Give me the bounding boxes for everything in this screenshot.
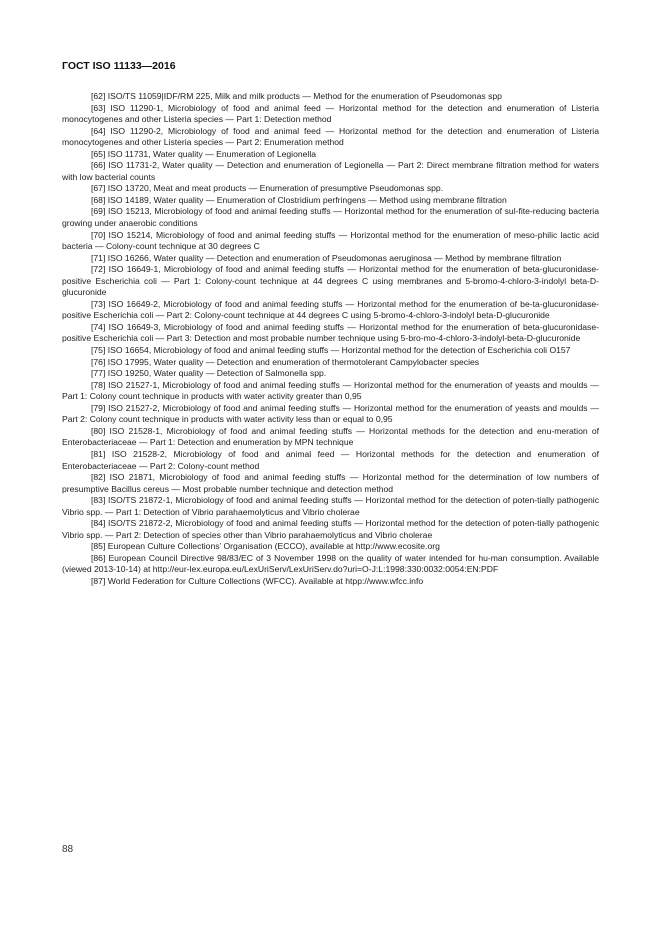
reference-text: ISO 11731-2, Water quality — Detection and enumeration of Legionella — Part 2: Direct membrane filtration method for waters with low bacterial counts [62, 160, 599, 182]
reference-number: [75] [91, 345, 106, 356]
reference-number: [64] [91, 125, 106, 136]
reference-number: [85] [91, 541, 106, 552]
reference-item [62, 553, 599, 576]
reference-text: ISO 19250, Water quality — Detection of Salmonella spp. [107, 368, 327, 379]
reference-number: [65] [91, 148, 106, 159]
reference-number: [69] [91, 206, 106, 217]
reference-text: World Federation for Culture Collections (WFCC). Available at htpp://www.wfcc.info [107, 575, 424, 586]
reference-text: ISO 16649-3, Microbiology of food and animal feeding stuffs — Horizontal method for the enumeration of beta-glucuronidase-positive Escherichia coli — Part 3: Detection and most probable number technique using 5-bro-mo-4-chloro-3-indolyl-beta-D-glucuronide [62, 321, 599, 344]
reference-number: [86] [91, 552, 106, 563]
reference-number: [73] [91, 298, 106, 309]
reference-text: ISO 15214, Microbiology of food and animal feeding stuffs — Horizontal method for the enumeration of meso-philic lactic acid bacteria — Colony-count technique at 30 degrees C [62, 229, 599, 252]
reference-number: [84] [91, 518, 106, 529]
reference-item [62, 345, 599, 357]
reference-number: [72] [91, 264, 106, 275]
reference-item [62, 149, 599, 161]
reference-number: [82] [91, 472, 106, 483]
reference-text: ISO 21528-1, Microbiology of food and animal feeding stuffs — Horizontal methods for the detection and enu-meration of Enterobacteriaceae — Part 1: Detection and enumeration by MPN technique [62, 425, 599, 448]
reference-item [62, 576, 599, 588]
reference-number: [66] [91, 160, 106, 171]
reference-number: [80] [91, 425, 106, 436]
reference-number: [83] [91, 495, 106, 506]
page-number: 88 [62, 844, 74, 855]
reference-text: ISO 11290-1, Microbiology of food and animal feed — Horizontal method for the detection and enumeration of Listeria monocytogenes and other Listeria species — Part 1: Detection method [62, 102, 599, 125]
reference-item [62, 195, 599, 207]
reference-item [62, 380, 599, 403]
reference-text: ISO 21527-2, Microbiology of food and animal feeding stuffs — Horizontal method for the enumeration of yeasts and moulds — Part 2: Colony count technique in products with water activity less than or equal to 0,95 [62, 402, 599, 425]
reference-text: ISO 17995, Water quality — Detection and enumeration of thermotolerant Campylobacter species [107, 356, 480, 367]
reference-item [62, 126, 599, 149]
reference-item [62, 183, 599, 195]
reference-number: [70] [91, 229, 106, 240]
reference-number: [62] [91, 91, 106, 101]
reference-number: [76] [91, 356, 106, 367]
document-header: ГОСТ ISO 11133—2016 [62, 60, 176, 72]
reference-item [62, 230, 599, 253]
reference-number: [81] [91, 448, 106, 459]
reference-text: ISO/TS 11059|IDF/RM 225, Milk and milk products — Method for the enumeration of Pseudomonas spp [107, 91, 502, 101]
reference-number: [74] [91, 321, 106, 332]
reference-item [62, 426, 599, 449]
reference-number: [71] [91, 252, 106, 263]
reference-list [62, 91, 599, 588]
reference-text: ISO 14189, Water quality — Enumeration of Clostridium perfringens — Method using membrane filtration [107, 194, 507, 205]
reference-item [62, 449, 599, 472]
reference-item [62, 403, 599, 426]
reference-number: [77] [91, 368, 106, 379]
reference-item [62, 253, 599, 265]
reference-number: [67] [91, 183, 106, 194]
reference-item [62, 160, 599, 183]
reference-item [62, 472, 599, 495]
reference-text: ISO 11290-2, Microbiology of food and animal feed — Horizontal method for the detection and enumeration of Listeria monocytogenes and other Listeria species — Part 2: Enumeration method [62, 125, 599, 148]
reference-item [62, 368, 599, 380]
reference-item [62, 91, 599, 103]
reference-text: ISO/TS 21872-1, Microbiology of food and animal feeding stuffs — Horizontal method for the detection of poten-tially pathogenic Vibrio spp. — Part 1: Detection of Vibrio parahaemolyticus and Vibrio cholerae [62, 495, 599, 517]
reference-text: ISO 21527-1, Microbiology of food and animal feeding stuffs — Horizontal method for the enumeration of yeasts and moulds — Part 1: Colony count technique in products with water activity greater than 0,95 [62, 379, 599, 402]
reference-text: ISO/TS 21872-2, Microbiology of food and animal feeding stuffs — Horizontal method for the detection of poten-tially pathogenic Vibrio spp. — Part 2: Detection of species other than Vibrio parahaemolyticus and Vibrio cholerae [62, 518, 599, 540]
reference-item [62, 322, 599, 345]
reference-text: ISO 11731, Water quality — Enumeration of Legionella [107, 148, 317, 159]
reference-text: ISO 15213, Microbiology of food and animal feeding stuffs — Horizontal method for the enumeration of sul-fite-reducing bacteria growing under anaerobic conditions [62, 206, 599, 229]
reference-item [62, 206, 599, 229]
reference-item [62, 357, 599, 369]
reference-text: ISO 16649-2, Microbiology of food and animal feeding stuffs — Horizontal method for the enumeration of be-ta-glucuronidase-positive Escherichia coli — Part 2: Colony-count technique at 44 degrees C using 5-bromo-4-chloro-3-indolyl beta-D-glucuronide [62, 298, 600, 321]
reference-text: European Culture Collections’ Organisation (ECCO), available at http://www.ecosite.org [107, 541, 440, 552]
reference-number: [87] [91, 575, 106, 586]
reference-text: ISO 21871, Microbiology of food and animal feeding stuffs — Horizontal method for the determination of low numbers of presumptive Bacillus cereus — Most probable number technique and detection method [62, 472, 599, 494]
reference-text: ISO 16266, Water quality — Detection and enumeration of Pseudomonas aeruginosa — Method by membrane filtration [107, 252, 562, 263]
reference-number: [79] [91, 402, 106, 413]
reference-text: ISO 21528-2, Microbiology of food and animal feed — Horizontal methods for the detection and enumeration of Enterobacteriaceae — Part 2: Colony-count method [62, 448, 600, 471]
reference-text: European Council Directive 98/83/EC of 3 November 1998 on the quality of water intended for hu-man consumption. Available (viewed 2013-10-14) at http://eur-lex.europa.eu/LexUriServ/LexUriServ.do?uri=O-J:L:1998:330:0032:0054:EN:PDF [62, 552, 600, 575]
reference-number: [63] [91, 102, 106, 113]
reference-item [62, 495, 599, 518]
reference-item [62, 103, 599, 126]
reference-text: ISO 16649-1, Microbiology of food and animal feeding stuffs — Horizontal method for the enumeration of beta-glucuronidase-positive Escherichia coli — Part 1: Colony-count technique at 44 degrees C using membranes and 5-bromo-4-chloro-3-indolyl beta-D-glucuronide [62, 264, 599, 298]
reference-number: [78] [91, 379, 106, 390]
reference-item [62, 264, 599, 299]
reference-item [62, 518, 599, 541]
reference-item [62, 541, 599, 553]
reference-text: ISO 16654, Microbiology of food and animal feeding stuffs — Horizontal method for the detection of Escherichia coli O157 [107, 345, 571, 356]
reference-text: ISO 13720, Meat and meat products — Enumeration of presumptive Pseudomonas spp. [107, 183, 444, 194]
reference-number: [68] [91, 194, 106, 205]
reference-item [62, 299, 599, 322]
